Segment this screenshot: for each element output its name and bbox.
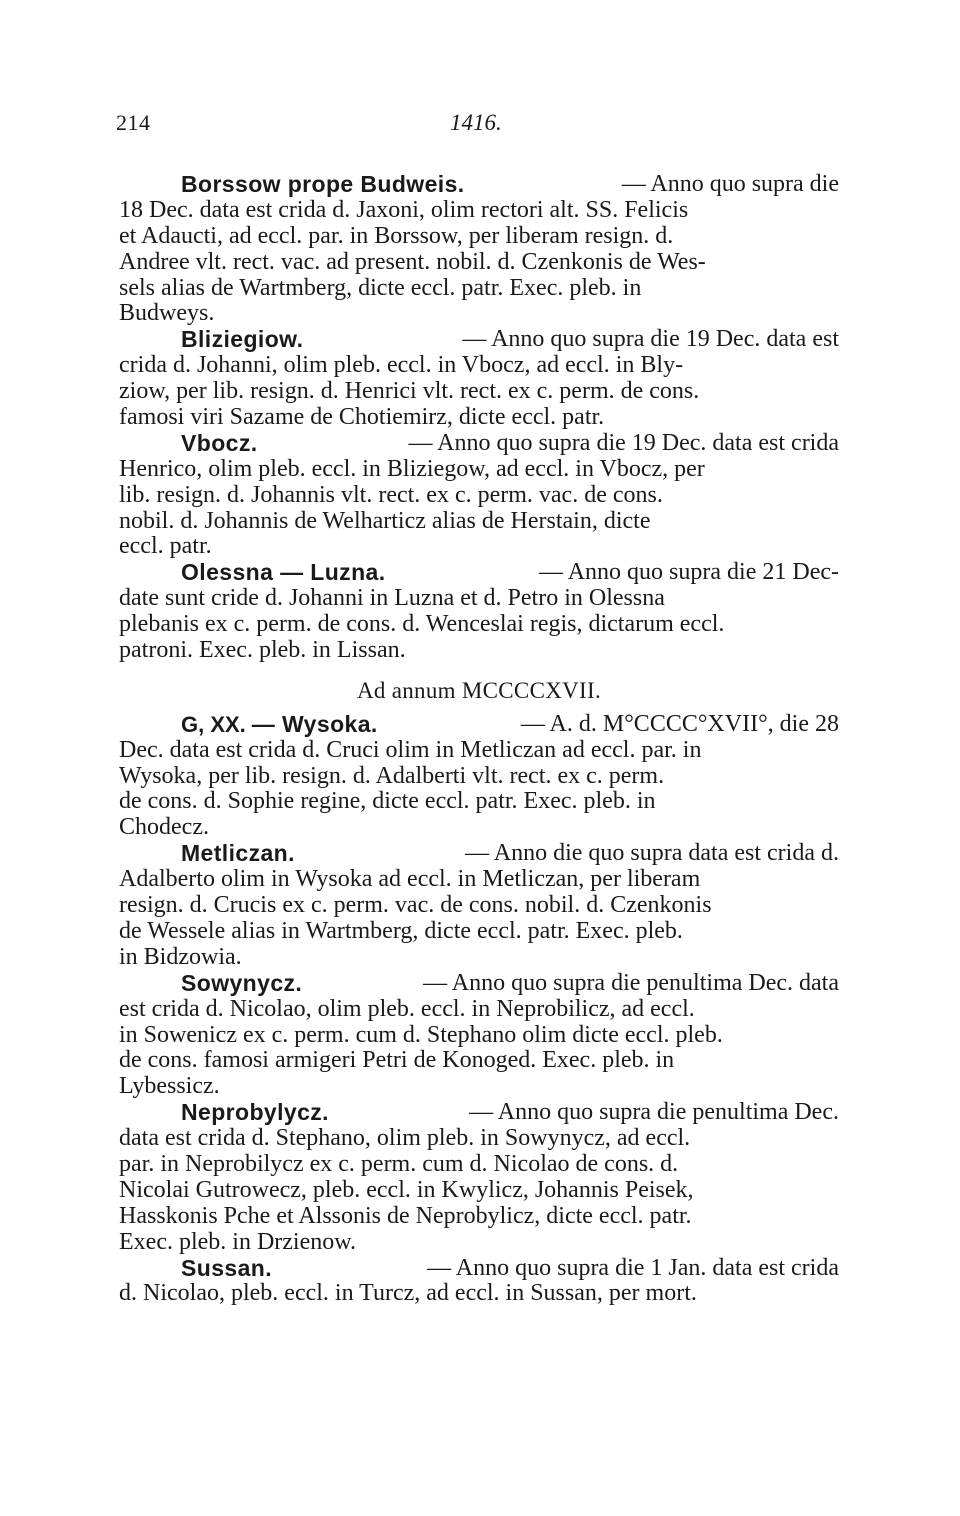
entry-sowynycz (119, 971, 839, 1100)
text-line: Andree vlt. rect. vac. ad present. nobil. d. Czenkonis de Wes- (119, 248, 706, 275)
text-line: patroni. Exec. pleb. in Lissan. (119, 637, 406, 664)
text-line (119, 841, 839, 867)
text-line: de cons. d. Sophie regine, dicte eccl. patr. Exec. pleb. in (119, 788, 656, 815)
entry-neprobylycz (119, 1100, 839, 1255)
entry-heading: Metliczan. (181, 840, 295, 867)
text-span: — Anno quo supra die 1 Jan. data est crida (427, 1254, 839, 1281)
text-line: Lybessicz. (119, 1073, 220, 1100)
text-line: Chodecz. (119, 814, 209, 841)
entry-heading: — Wysoka. (251, 710, 378, 737)
text-line (119, 172, 839, 198)
text-line: in Sowenicz ex c. perm. cum d. Stephano olim dicte eccl. pleb. (119, 1021, 723, 1048)
text-span: — Anno quo supra die 21 Dec- (539, 559, 839, 586)
text-line (119, 327, 839, 353)
text-span: — Anno quo supra die (621, 171, 839, 197)
text-line: Dec. data est crida d. Cruci olim in Metliczan ad eccl. par. in (119, 736, 702, 763)
text-line (119, 1100, 839, 1126)
entry-metliczan (119, 841, 839, 970)
text-line: Budweys. (119, 300, 215, 327)
text-line: de cons. famosi armigeri Petri de Konoged. Exec. pleb. in (119, 1047, 675, 1074)
text-line: Nicolai Gutrowecz, pleb. eccl. in Kwylicz, Johannis Peisek, (119, 1176, 694, 1203)
text-span: — Anno quo supra die penultima Dec. data (423, 969, 839, 996)
text-line: lib. resign. d. Johannis vlt. rect. ex c. perm. vac. de cons. (119, 481, 663, 508)
text-line: Exec. pleb. in Drzienow. (119, 1228, 357, 1255)
text-line: par. in Neprobilycz ex c. perm. cum d. Nicolao de cons. d. (119, 1150, 679, 1177)
entry-borssow (119, 172, 839, 327)
text-line: Wysoka, per lib. resign. d. Adalberti vlt. rect. ex c. perm. (119, 762, 665, 789)
entry-wysoka (119, 712, 839, 841)
text-line: et Adaucti, ad eccl. par. in Borssow, per liberam resign. d. (119, 222, 674, 249)
text-line: crida d. Johanni, olim pleb. eccl. in Vbocz, ad eccl. in Bly- (119, 352, 684, 379)
text-line: famosi viri Sazame de Chotiemirz, dicte eccl. patr. (119, 404, 605, 431)
entry-heading: Olessna — Luzna. (181, 559, 386, 586)
text-line (119, 971, 839, 997)
entry-bliziegiow (119, 327, 839, 431)
text-line: eccl. patr. (119, 533, 212, 560)
heading-group (181, 712, 378, 738)
text-span: — Anno die quo supra data est crida d. (465, 840, 839, 867)
section-heading: Ad annum MCCCCXVII. (356, 677, 601, 703)
text-line: est crida d. Nicolao, olim pleb. eccl. in Neprobilicz, ad eccl. (119, 995, 695, 1022)
text-line: Henrico, olim pleb. eccl. in Bliziegow, ad eccl. in Vbocz, per (119, 455, 705, 482)
spacer (119, 664, 839, 678)
entry-heading: Bliziegiow. (181, 326, 304, 353)
text-line: date sunt cride d. Johanni in Luzna et d. Petro in Olessna (119, 585, 665, 612)
text-span: — Anno quo supra die penultima Dec. (469, 1099, 839, 1126)
entry-heading: Neprobylycz. (181, 1099, 329, 1126)
entry-olessna-luzna (119, 560, 839, 664)
text-line (119, 1256, 839, 1282)
entry-sussan (119, 1256, 839, 1308)
text-line: 18 Dec. data est crida d. Jaxoni, olim rectori alt. SS. Felicis (119, 196, 689, 223)
entry-heading: Sowynycz. (181, 969, 303, 996)
entry-vbocz (119, 431, 839, 560)
text-span: — Anno quo supra die 19 Dec. data est crida (408, 429, 839, 456)
entry-heading: Vbocz. (181, 429, 258, 456)
page-header (116, 110, 836, 146)
signature-mark: G, XX. (181, 711, 246, 737)
text-line: de Wessele alias in Wartmberg, dicte eccl. patr. Exec. pleb. (119, 917, 683, 944)
text-line: plebanis ex c. perm. de cons. d. Wenceslai regis, dictarum eccl. (119, 611, 725, 638)
text-line: data est crida d. Stephano, olim pleb. in Sowynycz, ad eccl. (119, 1125, 691, 1152)
body-text (119, 172, 839, 1307)
text-line: nobil. d. Johannis de Welharticz alias de Herstain, dicte (119, 507, 651, 534)
text-line (119, 560, 839, 586)
text-line: in Bidzowia. (119, 943, 242, 970)
text-line: d. Nicolao, pleb. eccl. in Turcz, ad eccl. in Sussan, per mort. (119, 1280, 697, 1307)
text-line (119, 431, 839, 457)
page-number: 214 (116, 110, 151, 135)
text-line: resign. d. Crucis ex c. perm. vac. de cons. nobil. d. Czenkonis (119, 892, 712, 919)
text-line: ziow, per lib. resign. d. Henrici vlt. rect. ex c. perm. de cons. (119, 378, 700, 405)
running-head-year: 1416. (450, 110, 502, 135)
entry-heading: Sussan. (181, 1254, 273, 1281)
text-line: Adalberto olim in Wysoka ad eccl. in Metliczan, per liberam (119, 866, 701, 893)
text-span: — A. d. M°CCCC°XVII°, die 28 (520, 710, 839, 737)
text-line: Hasskonis Pche et Alssonis de Neprobylicz, dicte eccl. patr. (119, 1202, 692, 1229)
text-line: sels alias de Wartmberg, dicte eccl. patr. Exec. pleb. in (119, 274, 642, 301)
entry-heading: Borssow prope Budweis. (181, 171, 465, 197)
text-line (119, 712, 839, 738)
section-heading-line (119, 678, 839, 704)
text-span: — Anno quo supra die 19 Dec. data est (462, 326, 839, 353)
